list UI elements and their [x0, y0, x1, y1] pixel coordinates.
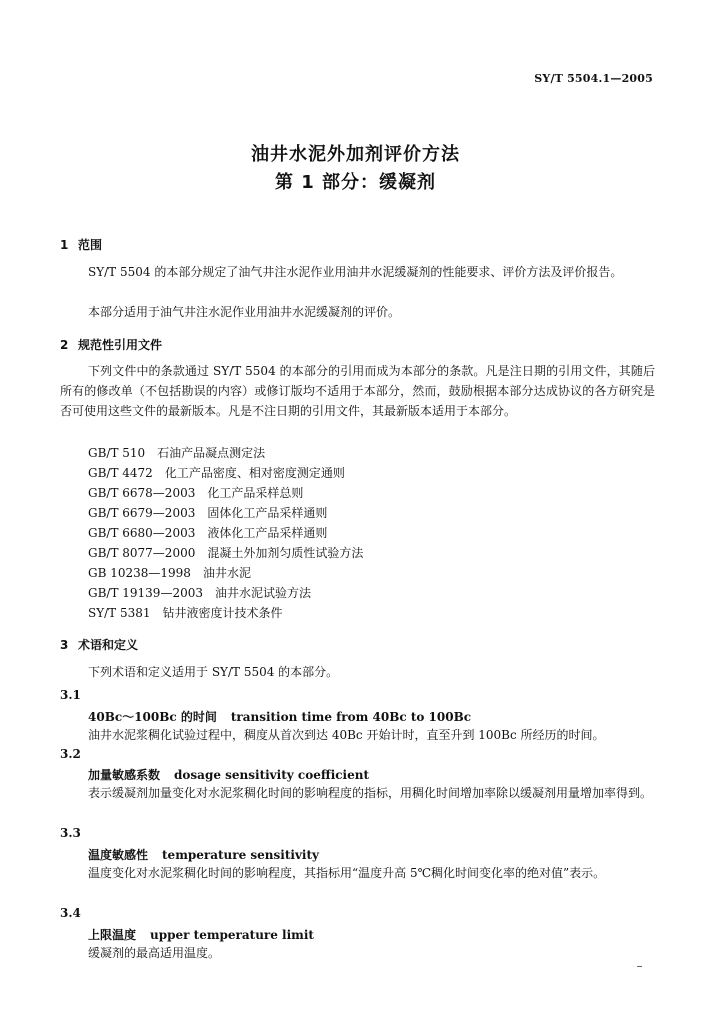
term-number: 3.4 [60, 906, 81, 920]
document-subtitle: 第 1 部分：缓凝剂 [274, 172, 437, 193]
term-definition: 油井水泥浆稠化试验过程中，稠度从首次到达 40Bc 开始计时，直至升到 100Bc 所经历的时间。 [88, 728, 605, 742]
term-number: 3.2 [60, 747, 81, 761]
reference-item: GB/T 6678—2003 化工产品采样总则 [88, 486, 304, 500]
term-heading: 加量敏感系数 dosage sensitivity coefficient [88, 768, 370, 782]
section-number: 2 [60, 338, 69, 352]
reference-item: GB/T 6679—2003 固体化工产品采样通则 [88, 506, 328, 520]
section-title: 术语和定义 [78, 638, 139, 652]
document-title: 油井水泥外加剂评价方法 [251, 144, 460, 165]
term-heading: 上限温度 upper temperature limit [88, 928, 314, 942]
term-number: 3.3 [60, 826, 81, 840]
section-1-heading [60, 236, 102, 253]
section-1-paragraph-2: 本部分适用于油气井注水泥作业用油井水泥缓凝剂的评价。 [88, 305, 401, 319]
term-definition: 表示缓凝剂加量变化对水泥浆稠化时间的影响程度的指标，用稠化时间增加率除以缓凝剂用量增加率得到。 [88, 786, 653, 800]
section-2-paragraph-1: 下列文件中的条款通过 SY/T 5504 的本部分的引用而成为本部分的条款。凡是注日期的引用文件，其随后所有的修改单（不包括勘误的内容）或修订版均不适用于本部分，然而，鼓励根据本部分达成协议的各方研究是否可使用这些文件的最新版本。凡是不注日期的引用文件，其最新版本适用于本部分。 [60, 364, 655, 418]
section-3-paragraph-1: 下列术语和定义适用于 SY/T 5504 的本部分。 [88, 665, 339, 679]
section-number: 1 [60, 238, 69, 252]
section-number: 3 [60, 638, 69, 652]
reference-item: SY/T 5381 钻井液密度计技术条件 [88, 606, 283, 620]
reference-item: GB 10238—1998 油井水泥 [88, 566, 251, 580]
reference-item: GB/T 8077—2000 混凝土外加剂匀质性试验方法 [88, 546, 364, 560]
section-1-paragraph-1: SY/T 5504 的本部分规定了油气井注水泥作业用油井水泥缓凝剂的性能要求、评价方法及评价报告。 [88, 265, 623, 279]
term-number: 3.1 [60, 688, 81, 702]
term-heading: 温度敏感性 temperature sensitivity [88, 848, 319, 862]
scan-mark [637, 966, 642, 967]
reference-item: GB/T 6680—2003 液体化工产品采样通则 [88, 526, 328, 540]
term-heading: 40Bc～100Bc 的时间 transition time from 40Bc to 100Bc [88, 710, 472, 724]
section-3-heading [60, 636, 138, 653]
standard-code: SY/T 5504.1—2005 [534, 72, 653, 85]
section-title: 范围 [78, 238, 103, 252]
section-2-heading [60, 336, 162, 353]
reference-item: GB/T 19139—2003 油井水泥试验方法 [88, 586, 311, 600]
term-definition: 温度变化对水泥浆稠化时间的影响程度，其指标用“温度升高 5℃稠化时间变化率的绝对值”表示。 [88, 866, 606, 880]
section-title: 规范性引用文件 [78, 338, 163, 352]
term-definition: 缓凝剂的最高适用温度。 [88, 946, 221, 960]
reference-item: GB/T 4472 化工产品密度、相对密度测定通则 [88, 466, 345, 480]
reference-item: GB/T 510 石油产品凝点测定法 [88, 446, 266, 460]
